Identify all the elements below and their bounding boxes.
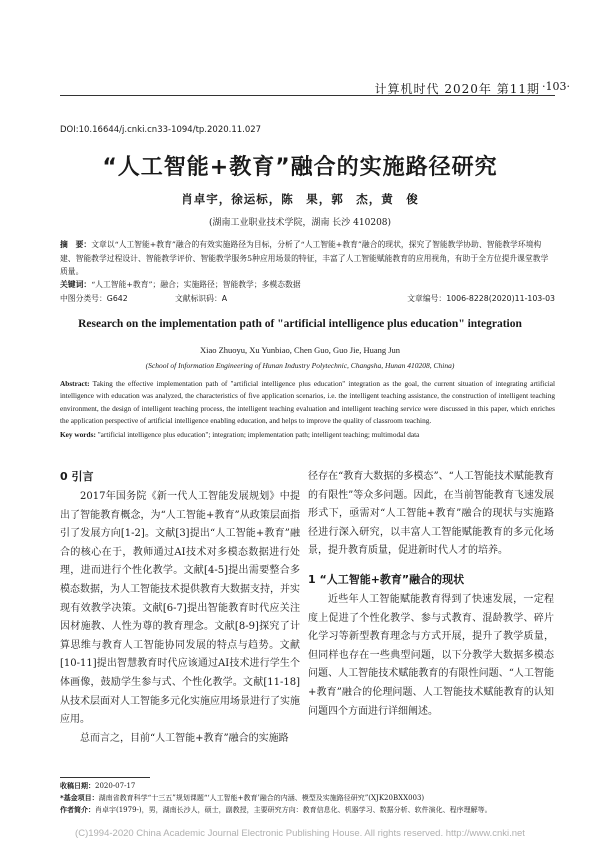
title-en: Research on the implementation path of "artificial intelligence plus education" integration (78, 318, 522, 330)
document-code: 文献标识码：A (175, 294, 228, 303)
abstract-cn (60, 238, 555, 279)
keywords-cn (60, 279, 555, 290)
affiliation-cn: (湖南工业职业技术学院，湖南 长沙 410208) (208, 218, 392, 228)
paragraph: 总而言之，目前“人工智能+教育”融合的实施路 (80, 732, 289, 744)
keywords-en-text: "artificial intelligence plus education"; integration; implementation path; intelligent teaching; multimodal data (95, 430, 420, 439)
article-number: 文章编号：1006-8228(2020)11-103-03 (407, 294, 555, 303)
footnote-author: 作者简介：肖卓宇(1979-)，男，湖南长沙人，硕士，副教授，主要研究方向：教育信息化、机器学习、数据分析、软件演化、程序理解等。 (60, 806, 492, 814)
abstract-en (60, 378, 555, 427)
keywords-en (60, 430, 555, 439)
authors-cn: 肖卓宇，徐运标，陈 果，郭 杰，黄 俊 (181, 192, 419, 206)
header-rule (60, 95, 555, 96)
section-0-heading: 0 引言 (60, 470, 94, 483)
authors-en: Xiao Zhuoyu, Xu Yunbiao, Chen Guo, Guo Jie, Huang Jun (199, 345, 401, 355)
left-column (60, 488, 300, 748)
doi: DOI:10.16644/j.cnki.cn33-1094/tp.2020.11.027 (60, 125, 262, 135)
abstract-en-label: Abstract: (60, 379, 90, 388)
footnote-rule (60, 777, 150, 778)
keywords-en-label: Key words: (60, 430, 96, 439)
footnote-received: 收稿日期：2020-07-17 (60, 782, 136, 790)
abstract-en-text: Taking the effective implementation path of "artificial intelligence plus education" integration as the goal, the current situation of integrating artificial intelligence with education was analyzed, the characteristics of five application scenarios, i.e. the intelligent teaching assistance, the construction of intelligent teaching environment, the design of intelligent teaching process, the intelligent teaching evaluation and intelligent teaching service were discussed in this paper, which enriches the application perspective of artificial intelligence enabling education, and helps to improve the quality of classroom teaching. (60, 379, 555, 425)
section-1-paragraph: 近些年人工智能赋能教育得到了快速发展，一定程度上促进了个性化教学、参与式教育、混龄教学、碎片化学习等新型教育理念与方式开展，提升了教学质量，但同样也存在一些典型问题，以下分教学大数据多模态问题、人工智能技术赋能教育的有限性问题、“人工智能+教育”融合的伦理问题、人工智能技术赋能教育的认知问题四个方面进行详细阐述。 (308, 594, 554, 717)
footnote-fund: *基金项目：湖南省教育科学“十三五”规划课题“‘人工智能+教育’融合的内涵、模型及实施路径研究”(XJK20BXX003) (60, 794, 425, 802)
right-column-continuation: 径存在“教育大数据的多模态”、“人工智能技术赋能教育的有限性”等众多问题。因此，在当前智能教育飞速发展形式下，亟需对“人工智能+教育”融合的现状与实施路径进行深入研究，以丰富人工智能赋能教育的多元化场景，提升教育质量，促进新时代人才的培养。 (308, 471, 554, 557)
copyright-watermark: (C)1994-2020 China Academic Journal Electronic Publishing House. All rights reserved. http://www.cnki.net (75, 828, 525, 839)
journal-header: 计算机时代 2020年 第11期 (374, 82, 540, 96)
section-1-heading: 1 “人工智能+教育”融合的现状 (308, 573, 465, 586)
affiliation-en: (School of Information Engineering of Hunan Industry Polytechnic, Changsha, Hunan 410208, China) (145, 361, 455, 370)
abstract-cn-text: 文章以“人工智能+教育”融合的有效实施路径为目标，分析了“人工智能+教育”融合的现状，探究了智能教学协助、智能教学环境构建、智能教学过程设计、智能教学评价、智能教学服务5种应用场景的特征，丰富了人工智能赋能教育的应用视角，有助于全方位提升课堂教学质量。 (60, 240, 549, 276)
paragraph: 2017年国务院《新一代人工智能发展规划》中提出了智能教育概念，为“人工智能+教育”从政策层面指引了发展方向[1-2]。文献[3]提出“人工智能+教育”融合的核心在于，教师通过AI技术对多模态数据进行处理，进而进行个性化教学。文献[4-5]提出需要整合多模态数据，为人工智能技术提供教育大数据支持，并实现有效教学决策。文献[6-7]提出智能教育时代应关注因材施教、人性为尊的教育理念。文献[8-9]探究了计算思维与教育人工智能协同发展的特点与趋势。文献[10-11]提出智慧教育时代应该通过AI技术进行学生个体画像，鼓励学生参与式、个性化教学。文献[11-18]从技术层面对人工智能多元化实施应用场景进行了实施应用。 (60, 491, 300, 726)
page-number: ·103· (542, 80, 570, 93)
keywords-cn-label: 关键词： (60, 280, 92, 289)
abstract-cn-label: 摘 要： (60, 240, 92, 249)
title-cn: “人工智能+教育”融合的实施路径研究 (102, 155, 498, 180)
clc-number: 中图分类号：G642 (60, 294, 128, 303)
keywords-cn-text: “人工智能+教育”；融合；实施路径；智能教学；多模态数据 (91, 280, 301, 289)
